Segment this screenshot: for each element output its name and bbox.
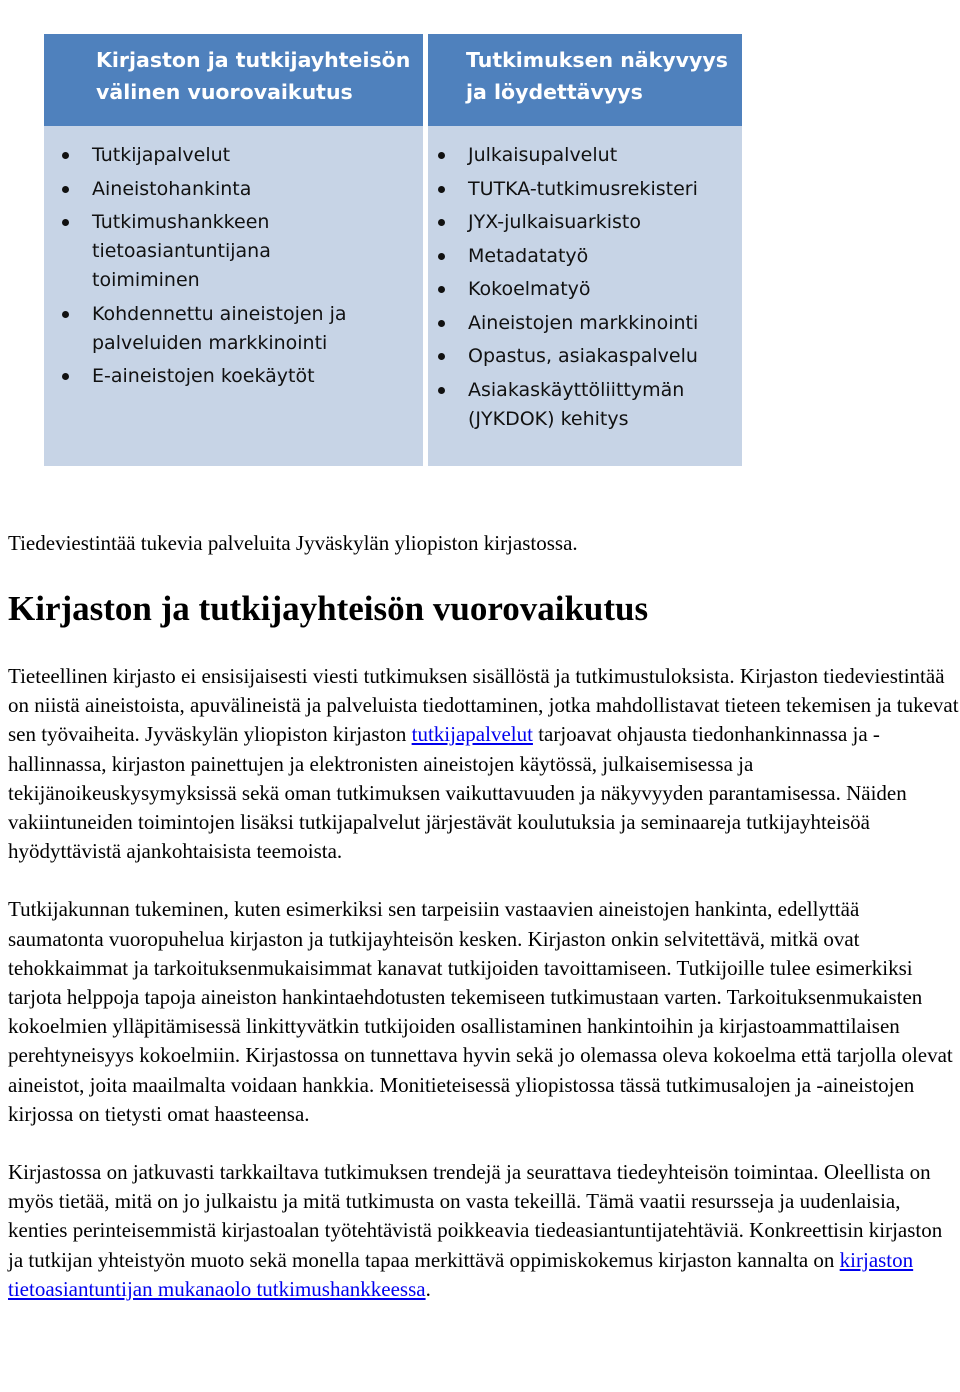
left-panel-list (57, 141, 423, 396)
paragraph-3 (8, 1158, 960, 1304)
tietoasiantuntija-link[interactable]: kirjaston tietoasiantuntijan mukanaolo tutkimushankkeessa (8, 1247, 914, 1301)
list-item: Kohdennettu aineistojen ja palveluiden markkinointi (57, 300, 392, 358)
list-item: Aineistohankinta (57, 175, 423, 204)
services-figure (0, 0, 960, 500)
paragraph-text: tarjoavat ohjausta tiedonhankinnassa ja -hallinnassa, kirjaston painettujen ja elektronisten aineistojen käytössä, julkaisemisessa ja tekijänoikeuskysymyksissä sekä oman tutkimuksen vaikuttavuuden ja näkyvyyden parantamisessa. Näiden vakiintuneiden toimintojen lisäksi tutkijapalvelut järjestävät koulutuksia ja seminaareja tutkijayhteisöä hyödyttävistä ajankohtaisista teemoista. (8, 722, 907, 864)
list-item: Aineistojen markkinointi (433, 309, 742, 338)
list-item: JYX-julkaisuarkisto (433, 208, 742, 237)
tutkijapalvelut-link[interactable]: tutkijapalvelut (411, 722, 533, 747)
list-item: Tutkijapalvelut (57, 141, 423, 170)
list-item: Metadatatyö (433, 242, 742, 271)
right-panel-title: Tutkimuksen näkyvyys ja löydettävyys (428, 34, 742, 126)
paragraph-1 (8, 662, 960, 866)
figure-caption: Tiedeviestintää tukevia palveluita Jyväskylän yliopiston kirjastossa. (8, 531, 578, 555)
list-item: Opastus, asiakaspalvelu (433, 342, 742, 371)
article-body (8, 662, 960, 1333)
paragraph-text: Kirjastossa on jatkuvasti tarkkailtava tutkimuksen trendejä ja seurattava tiedeyhteisön toimintaa. Oleellista on myös tietää, mitä on jo julkaistu ja mitä tutkimusta on vasta tekeillä. Tämä vaatii resursseja ja uudenlaisia, kenties perinteisemmistä kirjastoalan työtehtävistä poikkeavia tiedeasiantuntijatehtäviä. Konkreettisin kirjaston ja tutkijan yhteistyön muoto sekä monella tapaa merkittävä oppimiskokemus kirjaston kannalta on (8, 1160, 943, 1272)
right-panel (428, 34, 742, 466)
right-panel-list (433, 141, 742, 438)
list-item: Tutkimushankkeen tietoasiantuntijana toimiminen (57, 208, 307, 295)
list-item: Asiakaskäyttöliittymän (JYKDOK) kehitys (433, 376, 713, 434)
list-item: TUTKA-tutkimusrekisteri (433, 175, 742, 204)
paragraph-text: Tieteellinen kirjasto ei ensisijaisesti viesti tutkimuksen sisällöstä ja tutkimustuloksista. Kirjaston tiedeviestintää on niistä aineistoista, apuvälineistä ja palveluista tiedottaminen, jotka mahdollistavat tieteen tekemisen ja tukevat sen työvaiheita. Jyväskylän yliopiston kirjaston (8, 664, 959, 747)
list-item: Julkaisupalvelut (433, 141, 742, 170)
section-heading: Kirjaston ja tutkijayhteisön vuorovaikutus (8, 589, 649, 628)
paragraph-text: . (425, 1276, 431, 1301)
list-item: E-aineistojen koekäytöt (57, 362, 423, 391)
left-panel-title: Kirjaston ja tutkijayhteisön välinen vuorovaikutus (44, 34, 423, 126)
paragraph-2: Tutkijakunnan tukeminen, kuten esimerkiksi sen tarpeisiin vastaavien aineistojen hankinta, edellyttää saumatonta vuoropuhelua kirjaston ja tutkijayhteisön kesken. Kirjaston onkin selvitettävä, mitkä ovat tehokkaimmat ja tarkoituksenmukaisimmat kanavat tutkijoiden tavoittamiseen. Tutkijoille tulee esimerkiksi tarjota helppoja tapoja aineiston hankintaehdotusten tekemiseen tutkimustaan varten. Tarkoituksenmukaisten kokoelmien ylläpitämisessä linkittyvätkin tutkijoiden osallistaminen hankintoihin ja kirjastoammattilaisen perehtyneisyys kokoelmiin. Kirjastossa on tunnettava hyvin sekä jo olemassa oleva kokoelma että tarjolla olevat aineistot, joita maailmalta voidaan hankkia. Monitieteisessä yliopistossa tässä tutkimusalojen ja -aineistojen kirjossa on tietysti omat haasteensa. (8, 897, 953, 1126)
left-panel (44, 34, 423, 466)
list-item: Kokoelmatyö (433, 275, 742, 304)
